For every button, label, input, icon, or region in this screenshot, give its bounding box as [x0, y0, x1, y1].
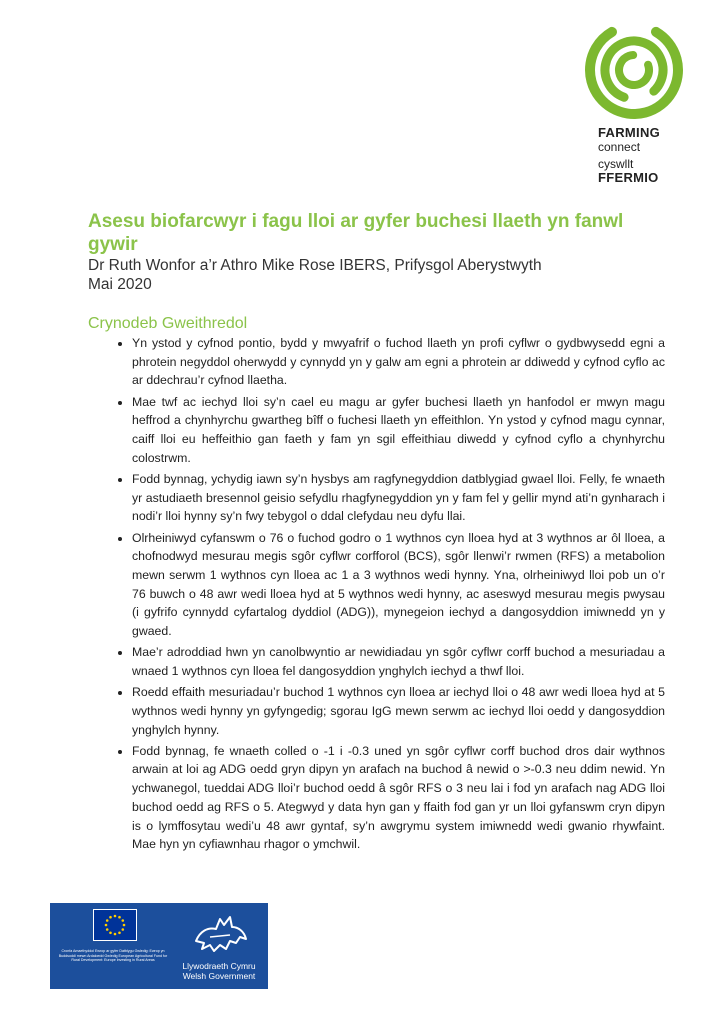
- summary-list: [104, 334, 665, 856]
- date-line: Mai 2020: [88, 276, 152, 293]
- summary-item: • Olrheiniwyd cyfanswm o 76 o fuchod godro o 1 wythnos cyn lloea hyd at 3 wythnos ar ôl lloea, a chofnodwyd mesurau megis sgôr cyflwr corfforol (BCS), sgôr llenwi’r rwmen (RFS) a metabolion mewn serwm 1 wythnos cyn lloea ac 1 a 3 wythnos wedi hynny. Yna, olrheiniwyd lloi pob un o’r 76 buwch o 48 awr wedi lloea hyd at 5 wythnos wedi hynny, ac aseswyd mesurau megis pwysau (i gyfrifo cynnydd cyfartalog dyddiol (ADG)), mynegeion iechyd a dangosyddion imiwnedd yn y gwaed.: [132, 529, 665, 641]
- summary-item: • Mae twf ac iechyd lloi sy’n cael eu magu ar gyfer buchesi llaeth yn hanfodol er mwyn magu heffrod a chynhyrchu gwartheg bîff o fuchesi llaeth yn effeithlon. Yn ystod y cyfnod magu cynnar, caiff lloi eu heffeithio gan faeth y fam yn sgil effeithiau diwedd y cyfnod cyflo a chynhyrchu colostrwm.: [132, 393, 665, 468]
- logo-line-1: FARMING: [598, 125, 661, 140]
- logo-line-2: connect: [598, 140, 641, 154]
- farming-connect-logo: [580, 20, 690, 185]
- logo-line-3: cyswllt: [598, 157, 634, 171]
- welsh-government-text: [176, 961, 262, 981]
- gov-line-english: Welsh Government: [182, 971, 256, 981]
- author-block: [88, 256, 542, 294]
- summary-item: • Mae’r adroddiad hwn yn canolbwyntio ar newidiadau yn sgôr cyflwr corff buchod a mesuriadau a wnaed 1 wythnos cyn lloea fel dangosyddion ynghylch iechyd a thwf lloi.: [132, 643, 665, 680]
- document-title: Asesu biofarcwyr i fagu lloi ar gyfer buchesi llaeth yn fanwl gywir: [88, 211, 624, 255]
- eu-flag-icon: [93, 909, 137, 941]
- summary-item: • Fodd bynnag, fe wnaeth colled o -1 i -0.3 uned yn sgôr cyflwr corff buchod dros dair wythnos arwain at loi ag ADG oedd gryn dipyn yn arafach na buchod â newid o >-0.3 neu ddim newid. Yn ychwanegol, tueddai ADG lloi’r buchod oedd â sgôr RFS o 3 neu lai i fod yn arafach nag ADG lloi buchod oedd ag RFS o 5. Ategwyd y data hyn gan y ffaith fod gan yr un lloi gyfanswm cryn dipyn is o lymffosytau wedi’u 48 awr gyntaf, sy’n awgrymu system imiwnedd wedi gwanio rhywfaint. Mae hyn yn cyfiawnhau rhagor o ymchwil.: [132, 742, 665, 854]
- welsh-dragon-icon: [190, 911, 250, 962]
- summary-item: • Roedd effaith mesuriadau’r buchod 1 wythnos cyn lloea ar iechyd lloi o 48 awr wedi lloea hyd at 5 wythnos wedi hynny yn gyfyngedig; sgorau IgG mewn serwm ac iechyd lloi oedd y dangosyddion ynghylch hynny.: [132, 683, 665, 739]
- summary-item: • Yn ystod y cyfnod pontio, bydd y mwyafrif o fuchod llaeth yn profi cyflwr o gydbwysedd egni a phrotein negyddol oherwydd y cynnydd yn y galw am egni a phrotein ar ddiwedd y cyfnod cyflo ac ar ddechrau’r cyfnod llaetha.: [132, 334, 665, 390]
- funding-logos-box: [50, 903, 268, 989]
- authors-line: Dr Ruth Wonfor a’r Athro Mike Rose IBERS, Prifysgol Aberystwyth: [88, 257, 542, 274]
- gov-line-welsh: Llywodraeth Cymru: [182, 961, 256, 971]
- logo-rings-icon: [584, 20, 684, 120]
- summary-item: • Fodd bynnag, ychydig iawn sy’n hysbys am ragfynegyddion datblygiad gwael lloi. Felly, fe wnaeth yr astudiaeth bresennol geisio sefydlu rhagfynegyddion yn y fam fel y gellir mynd ati’n gynharach i nodi’r lloi hynny sy’n fwy tebygol o ddal clefydau neu dyfu llai.: [132, 470, 665, 526]
- logo-line-4: FFERMIO: [598, 170, 659, 185]
- eu-fund-text: Cronfa Amaethyddol Ewrop ar gyfer Datblygu Gwledig: Ewrop yn Buddsoddi mewn Ardaloedd Gwledig European Agricultural Fund for Rural Development: Europe Investing in Rural Areas: [58, 949, 168, 963]
- section-heading: Crynodeb Gweithredol: [88, 315, 248, 332]
